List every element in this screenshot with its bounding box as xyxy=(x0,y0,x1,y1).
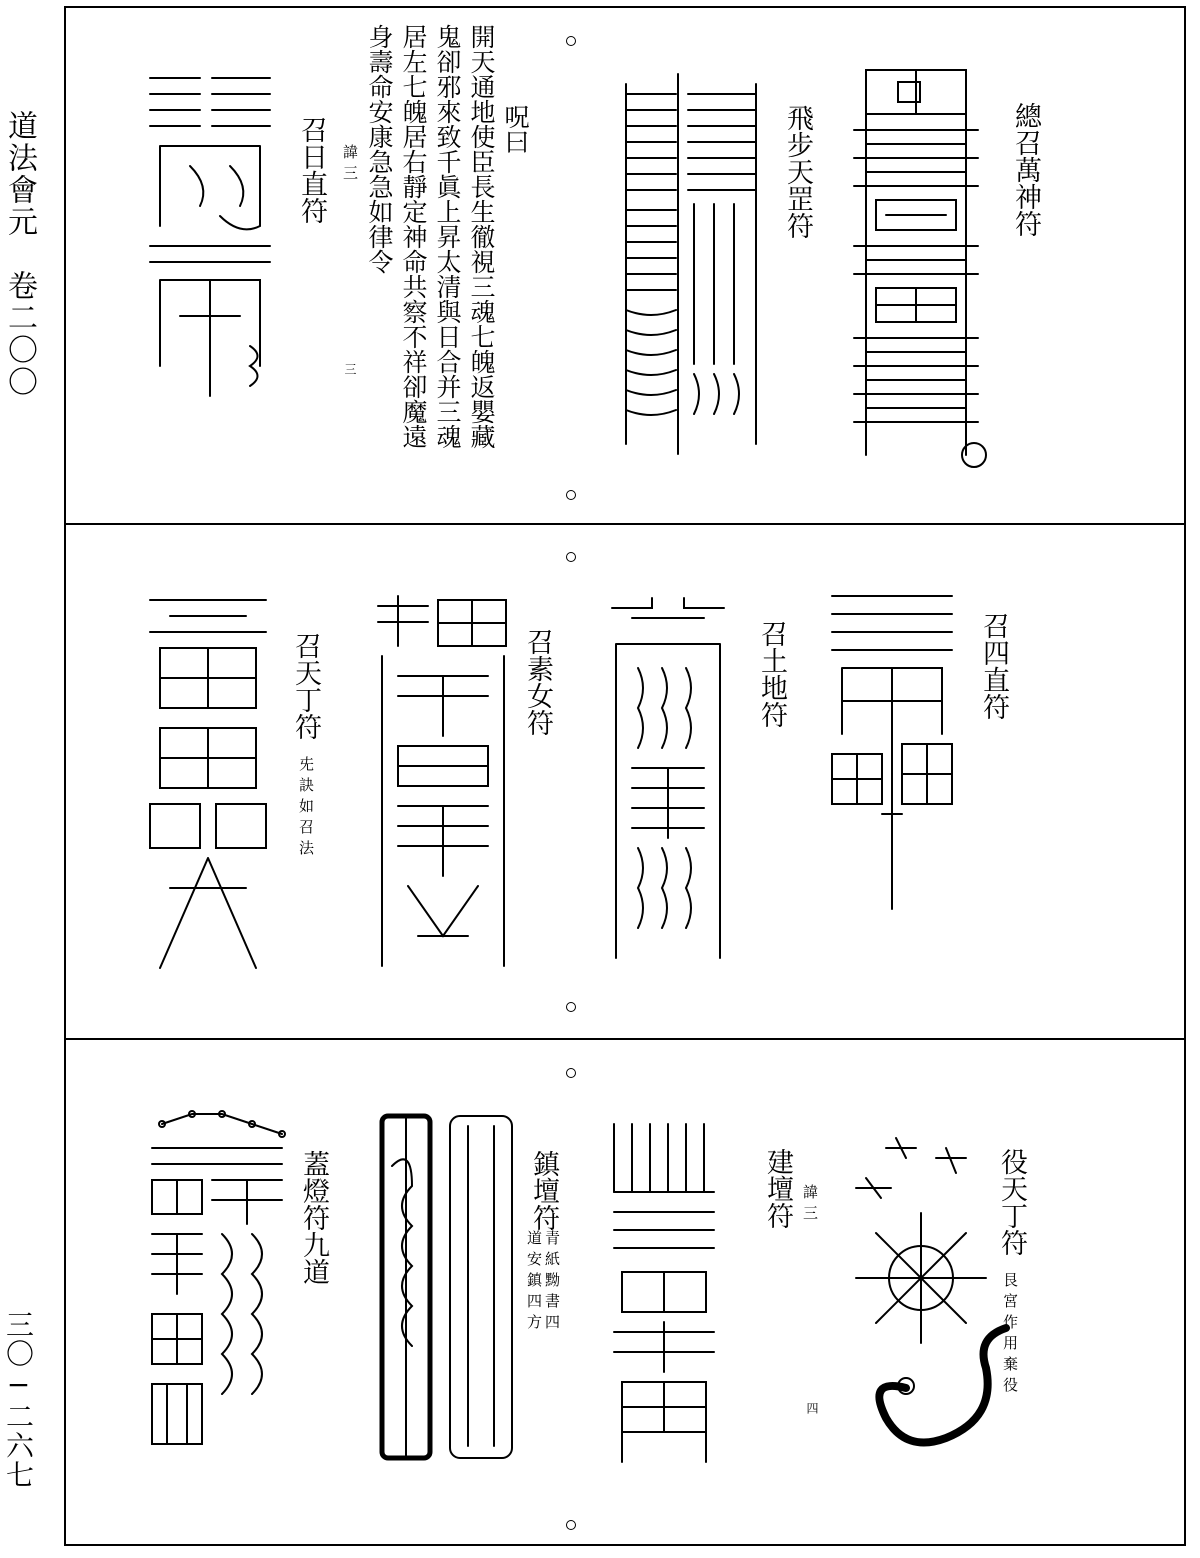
talisman-drawing xyxy=(140,66,280,401)
talisman-drawing xyxy=(142,1104,292,1464)
page-number: 三〇−二六七 xyxy=(2,1310,35,1489)
talisman-title: 召素女符 xyxy=(522,628,553,736)
page-frame xyxy=(64,6,1186,1546)
incantation-heading: 呪曰 xyxy=(501,104,530,154)
talisman-drawing xyxy=(140,588,276,978)
talisman-drawing xyxy=(846,60,986,470)
talisman-title: 召四直符 xyxy=(978,612,1009,720)
talisman-title: 飛步天罡符 xyxy=(782,104,813,239)
talisman-note: 艮宮作用棄役 xyxy=(1001,1272,1019,1398)
incantation-line: 居左七魄居右靜定神命共察不祥卻魔遠 xyxy=(399,24,428,449)
talisman-note: 諱三 xyxy=(801,1184,819,1226)
talisman-title: 召天丁符 xyxy=(290,632,321,740)
talisman-note: 道安鎮四方 xyxy=(525,1230,543,1335)
talisman-title: 蓋燈符九道 xyxy=(298,1150,329,1285)
incantation-line: 鬼卻邪來致千眞上昇太清與日合并三魂 xyxy=(433,24,462,449)
talisman-note: 兂訣如召法 xyxy=(297,756,315,861)
talisman-drawing xyxy=(846,1118,1026,1458)
talisman-drawing xyxy=(616,64,766,459)
binding-hole xyxy=(566,1002,576,1012)
incantation-line: 開天通地使臣長生徹視三魂七魄返嬰藏 xyxy=(467,24,496,449)
talisman-title: 總召萬神符 xyxy=(1010,102,1041,237)
talisman-title: 召日直符 xyxy=(296,116,327,224)
binding-hole xyxy=(566,1520,576,1530)
talisman-title: 鎮壇符 xyxy=(528,1150,559,1231)
binding-hole xyxy=(566,36,576,46)
talisman-drawing xyxy=(602,1112,726,1468)
talisman-note: 青紙黝書四 xyxy=(543,1230,561,1335)
binding-hole xyxy=(566,552,576,562)
talisman-title: 召土地符 xyxy=(756,620,787,728)
talisman-drawing xyxy=(372,1106,522,1468)
binding-hole xyxy=(566,1068,576,1078)
talisman-note: 諱三 xyxy=(341,144,359,186)
book-title: 道法會元 卷二〇〇 xyxy=(2,110,37,398)
binding-hole xyxy=(566,490,576,500)
incantation-line: 身壽命安康急急如律令 xyxy=(365,24,394,274)
talisman-title: 役天丁符 xyxy=(996,1148,1027,1256)
talisman-title: 建壇符 xyxy=(762,1148,793,1229)
talisman-mark: 四 xyxy=(805,1402,819,1414)
talisman-drawing xyxy=(602,588,734,968)
talisman-drawing xyxy=(368,586,518,978)
panel-divider xyxy=(66,1038,1184,1040)
talisman-drawing xyxy=(822,584,962,914)
panel-divider xyxy=(66,523,1184,525)
talisman-mark: 三 xyxy=(343,363,357,375)
